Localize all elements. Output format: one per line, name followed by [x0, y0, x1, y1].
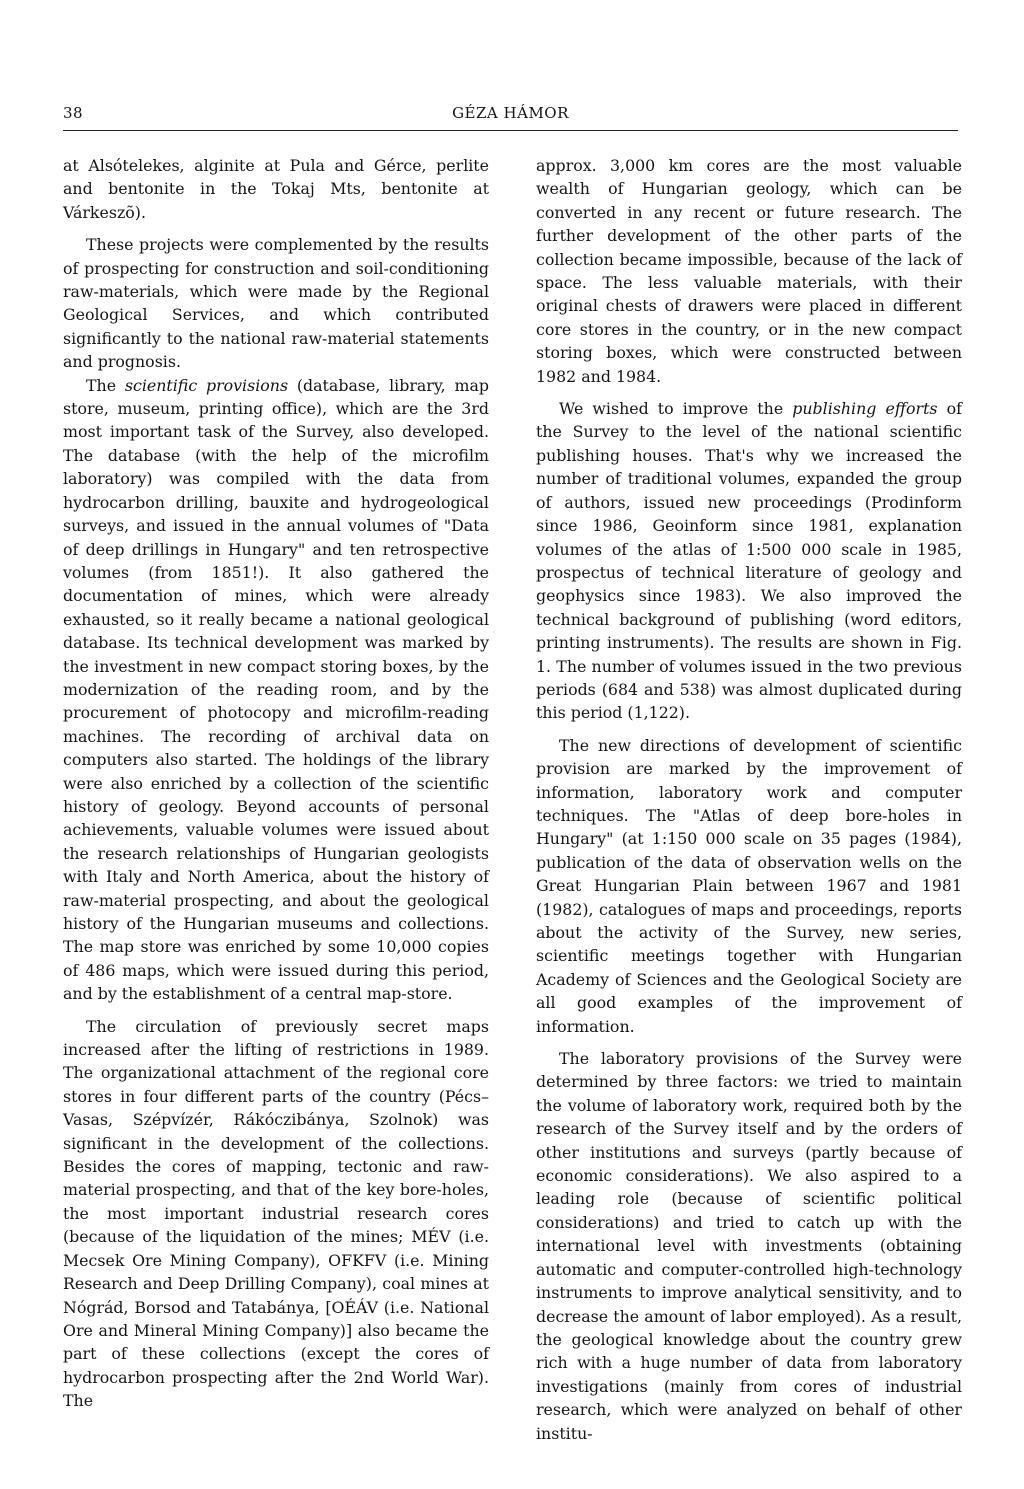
paragraph: approx. 3,000 km cores are the most valuable wealth of Hungarian geology, which can be converted in any recent or future research. The further development of the other parts of the collection became impossible, because of the lack of space. The less valuable materials, with their original chests of drawers were placed in different core stores in the country, or in the new compact storing boxes, which were constructed between 1982 and 1984. — [536, 156, 962, 386]
paragraph: at Alsótelekes, alginite at Pula and Gérce, perlite and bentonite in the Tokaj Mts, bentonite at Várkeszõ). — [63, 156, 489, 222]
right-column — [536, 154, 962, 1454]
page-number: 38 — [63, 104, 84, 122]
text-run: (database, library, map store, museum, printing office), which are the 3rd most important task of the Survey, also developed. The database (with the help of the microfilm laboratory) was compiled with the data from hydrocarbon drilling, bauxite and hydrogeological surveys, and issued in the annual volumes of "Data of deep drillings in Hungary" and ten retrospective volumes (from 1851!). It also gathered the documentation of mines, which were already exhausted, so it really became a national geological database. Its technical development was marked by the investment in new compact storing boxes, by the modernization of the reading room, and by the procurement of photocopy and microfilm-reading machines. The recording of archival data on computers also started. The holdings of the library were also enriched by a collection of the scientific history of geology. Beyond accounts of personal achievements, valuable volumes were issued about the research relationships of Hungarian geologists with Italy and North America, about the history of raw-material prospecting, and about the geological history of the Hungarian museums and collections. The map store was enriched by some 10,000 copies of 486 maps, which were issued during this period, and by the establishment of a central map-store. — [63, 375, 490, 1004]
paragraph: These projects were complemented by the results of prospecting for construction and soil-conditioning raw-materials, which were made by the Regional Geological Services, and which contributed significantly to the national raw-material statements and prognosis. — [63, 235, 489, 372]
left-column — [63, 154, 489, 1422]
paragraph: The circulation of previously secret maps increased after the lifting of restrictions in 1989. The organizational attachment of the regional core stores in four different parts of the country (Pécs–Vasas, Szépvízér, Rákóczibánya, Szolnok) was significant in the development of the collections. Besides the cores of mapping, tectonic and raw-material prospecting, and that of the key bore-holes, the most important industrial research cores (because of the liquidation of the mines; MÉV (i.e. Mecsek Ore Mining Company), OFKFV (i.e. Mining Research and Deep Drilling Company), coal mines at Nógrád, Borsod and Tatabánya, [OÉÁV (i.e. National Ore and Mineral Mining Company)] also became the part of these collections (except the cores of hydrocarbon prospecting after the 2nd World War). The — [63, 1016, 489, 1411]
text-run: of the Survey to the level of the national scientific publishing houses. That's why we increased the number of traditional volumes, expanded the group of authors, issued new proceedings (Prodinform since 1986, Geoinform since 1981, explanation volumes of the atlas of 1:500 000 scale in 1985, prospectus of technical literature of geology and geophysics since 1983). We also improved the technical background of publishing (word editors, printing instruments). The results are shown in Fig. 1. The number of volumes issued in the two previous periods (684 and 538) was almost duplicated during this period (1,122). — [536, 399, 962, 723]
page-header — [63, 104, 958, 131]
running-head: GÉZA HÁMOR — [452, 104, 569, 122]
emphasis-publishing-efforts: publishing efforts — [792, 399, 938, 419]
paragraph-publishing-efforts — [536, 397, 962, 725]
paragraph: The laboratory provisions of the Survey were determined by three factors: we tried to maintain the volume of laboratory work, required both by the research of the Survey itself and by the orders of other institutions and surveys (partly because of economic considerations). We also aspired to a leading role (because of scientific political considerations) and tried to catch up with the international level with investments (obtaining automatic and computer-controlled high-technology instruments to improve analytical sensitivity, and to decrease the amount of labor employed). As a result, the geological knowledge about the country grew rich with a huge number of data from laboratory investigations (mainly from cores of industrial research, which were analyzed on behalf of other institu- — [536, 1049, 962, 1443]
text-run: We wished to improve the — [559, 399, 793, 419]
emphasis-scientific-provisions: scientific provisions — [124, 375, 289, 395]
text-run: The — [86, 375, 125, 395]
paragraph-scientific-provisions — [63, 374, 489, 1006]
paragraph: The new directions of development of scientific provision are marked by the improvement of information, laboratory work and computer techniques. The "Atlas of deep bore-holes in Hungary" (at 1:150 000 scale on 35 pages (1984), publication of the data of observation wells on the Great Hungarian Plain between 1967 and 1981 (1982), catalogues of maps and proceedings, reports about the activity of the Survey, new series, scientific meetings together with Hungarian Academy of Sciences and the Geological Society are all good examples of the improvement of information. — [536, 735, 962, 1036]
